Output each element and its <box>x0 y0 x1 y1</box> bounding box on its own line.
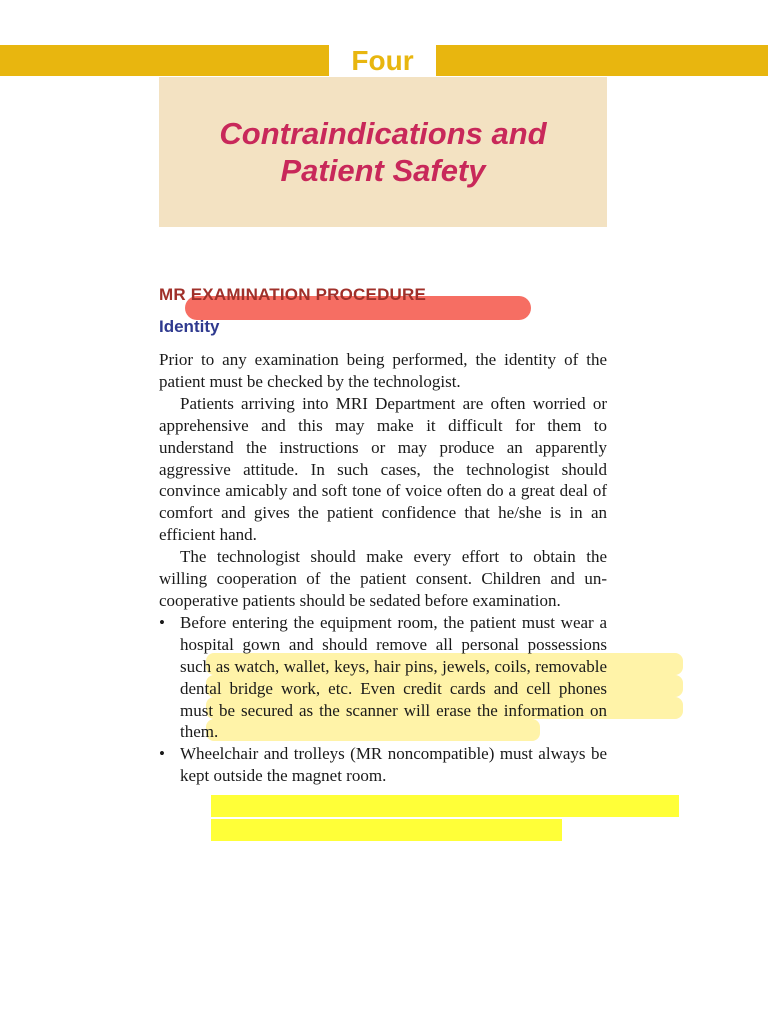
chapter-title-box <box>159 77 607 227</box>
bullet-text: Wheelchair and trolleys (MR noncompatible) must always be kept outside the magnet room. <box>180 744 607 786</box>
paragraph-1: Prior to any examination being performed, the identity of the patient must be checked by the technologist. <box>159 350 607 391</box>
subsection-heading: Identity <box>159 317 220 336</box>
bullet-text: Before entering the equipment room, the patient must wear a hospital gown and should remove all personal possessions such as watch, wallet, keys, hair pins, jewels, coils, removable dental bridge work, etc. Even credit cards and cell phones must be secured as the scanner will erase the information on them. <box>180 612 607 742</box>
list-item <box>159 743 607 787</box>
bullet-glyph: • <box>159 612 165 632</box>
chapter-tab <box>329 43 436 78</box>
chapter-title: Contraindications and Patient Safety <box>219 115 547 188</box>
body-text <box>159 349 607 787</box>
bullet-glyph: • <box>159 744 165 764</box>
paragraph-3: The technologist should make every effort to obtain the willing cooperation of the patient consent. Children and un-cooperative patients should be sedated before examination. <box>159 547 607 610</box>
section-heading: MR EXAMINATION PROCEDURE <box>159 285 427 304</box>
highlight-yellow-line-1[interactable] <box>211 795 679 817</box>
highlight-yellow-line-2[interactable] <box>211 819 562 841</box>
paragraph-2: Patients arriving into MRI Department are often worried or apprehensive and this may make it difficult for them to understand the instructions or may produce an apparently aggressive attitude. In such cases, the technologist should convince amicably and soft tone of voice often do a great deal of comfort and gives the patient confidence that he/she is in an efficient hand. <box>159 393 607 545</box>
list-item <box>159 612 607 743</box>
chapter-number: Four <box>351 44 414 76</box>
bullet-list <box>159 612 607 787</box>
